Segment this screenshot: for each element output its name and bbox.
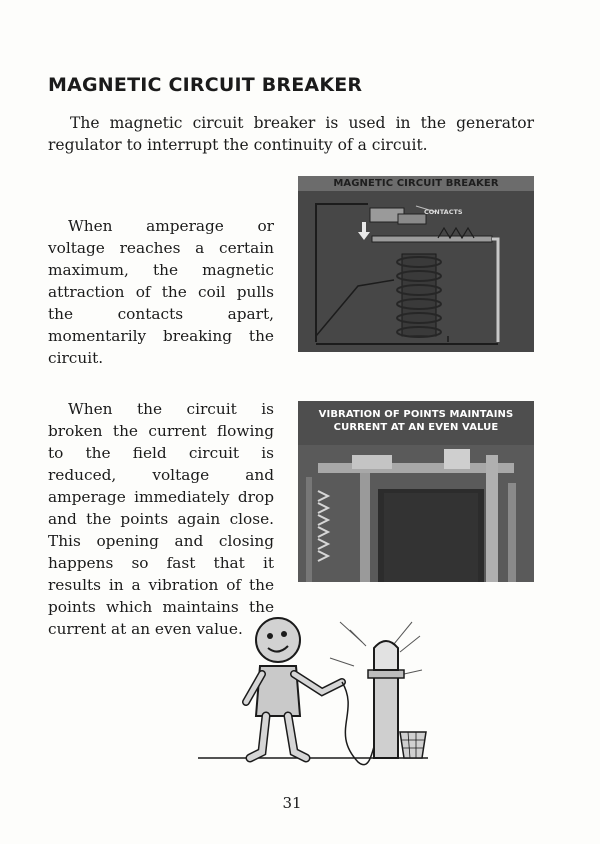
figure-vibration-of-points: [298, 401, 534, 582]
figure-caption-vibration: [298, 408, 534, 434]
breaker-diagram: [298, 176, 534, 352]
caption-line-2: CURRENT AT AN EVEN VALUE: [333, 422, 499, 433]
figure-caption-breaker: MAGNETIC CIRCUIT BREAKER: [298, 176, 534, 191]
caption-line-1: VIBRATION OF POINTS MAINTAINS: [318, 409, 514, 420]
figure-magnetic-circuit-breaker: [298, 176, 534, 352]
cartoon-illustration: [190, 612, 430, 790]
contacts-callout: CONTACTS: [424, 208, 463, 216]
page-title: MAGNETIC CIRCUIT BREAKER: [48, 74, 363, 96]
page-number: 31: [282, 794, 302, 812]
intro-paragraph: The magnetic circuit breaker is used in the generator regulator to interrupt the continuity of a circuit.: [48, 114, 534, 154]
paragraph-vibration: When the circuit is broken the current flowing to the field circuit is reduced, voltage and amperage immediately drop and the points again close. This opening and closing happens so fast that it results in a vibration of the points which maintains the current at an even value.: [48, 400, 274, 638]
paragraph-contacts: When amperage or voltage reaches a certain maximum, the magnetic attraction of the coil pulls the contacts apart, momentarily breaking the circuit.: [48, 217, 274, 367]
